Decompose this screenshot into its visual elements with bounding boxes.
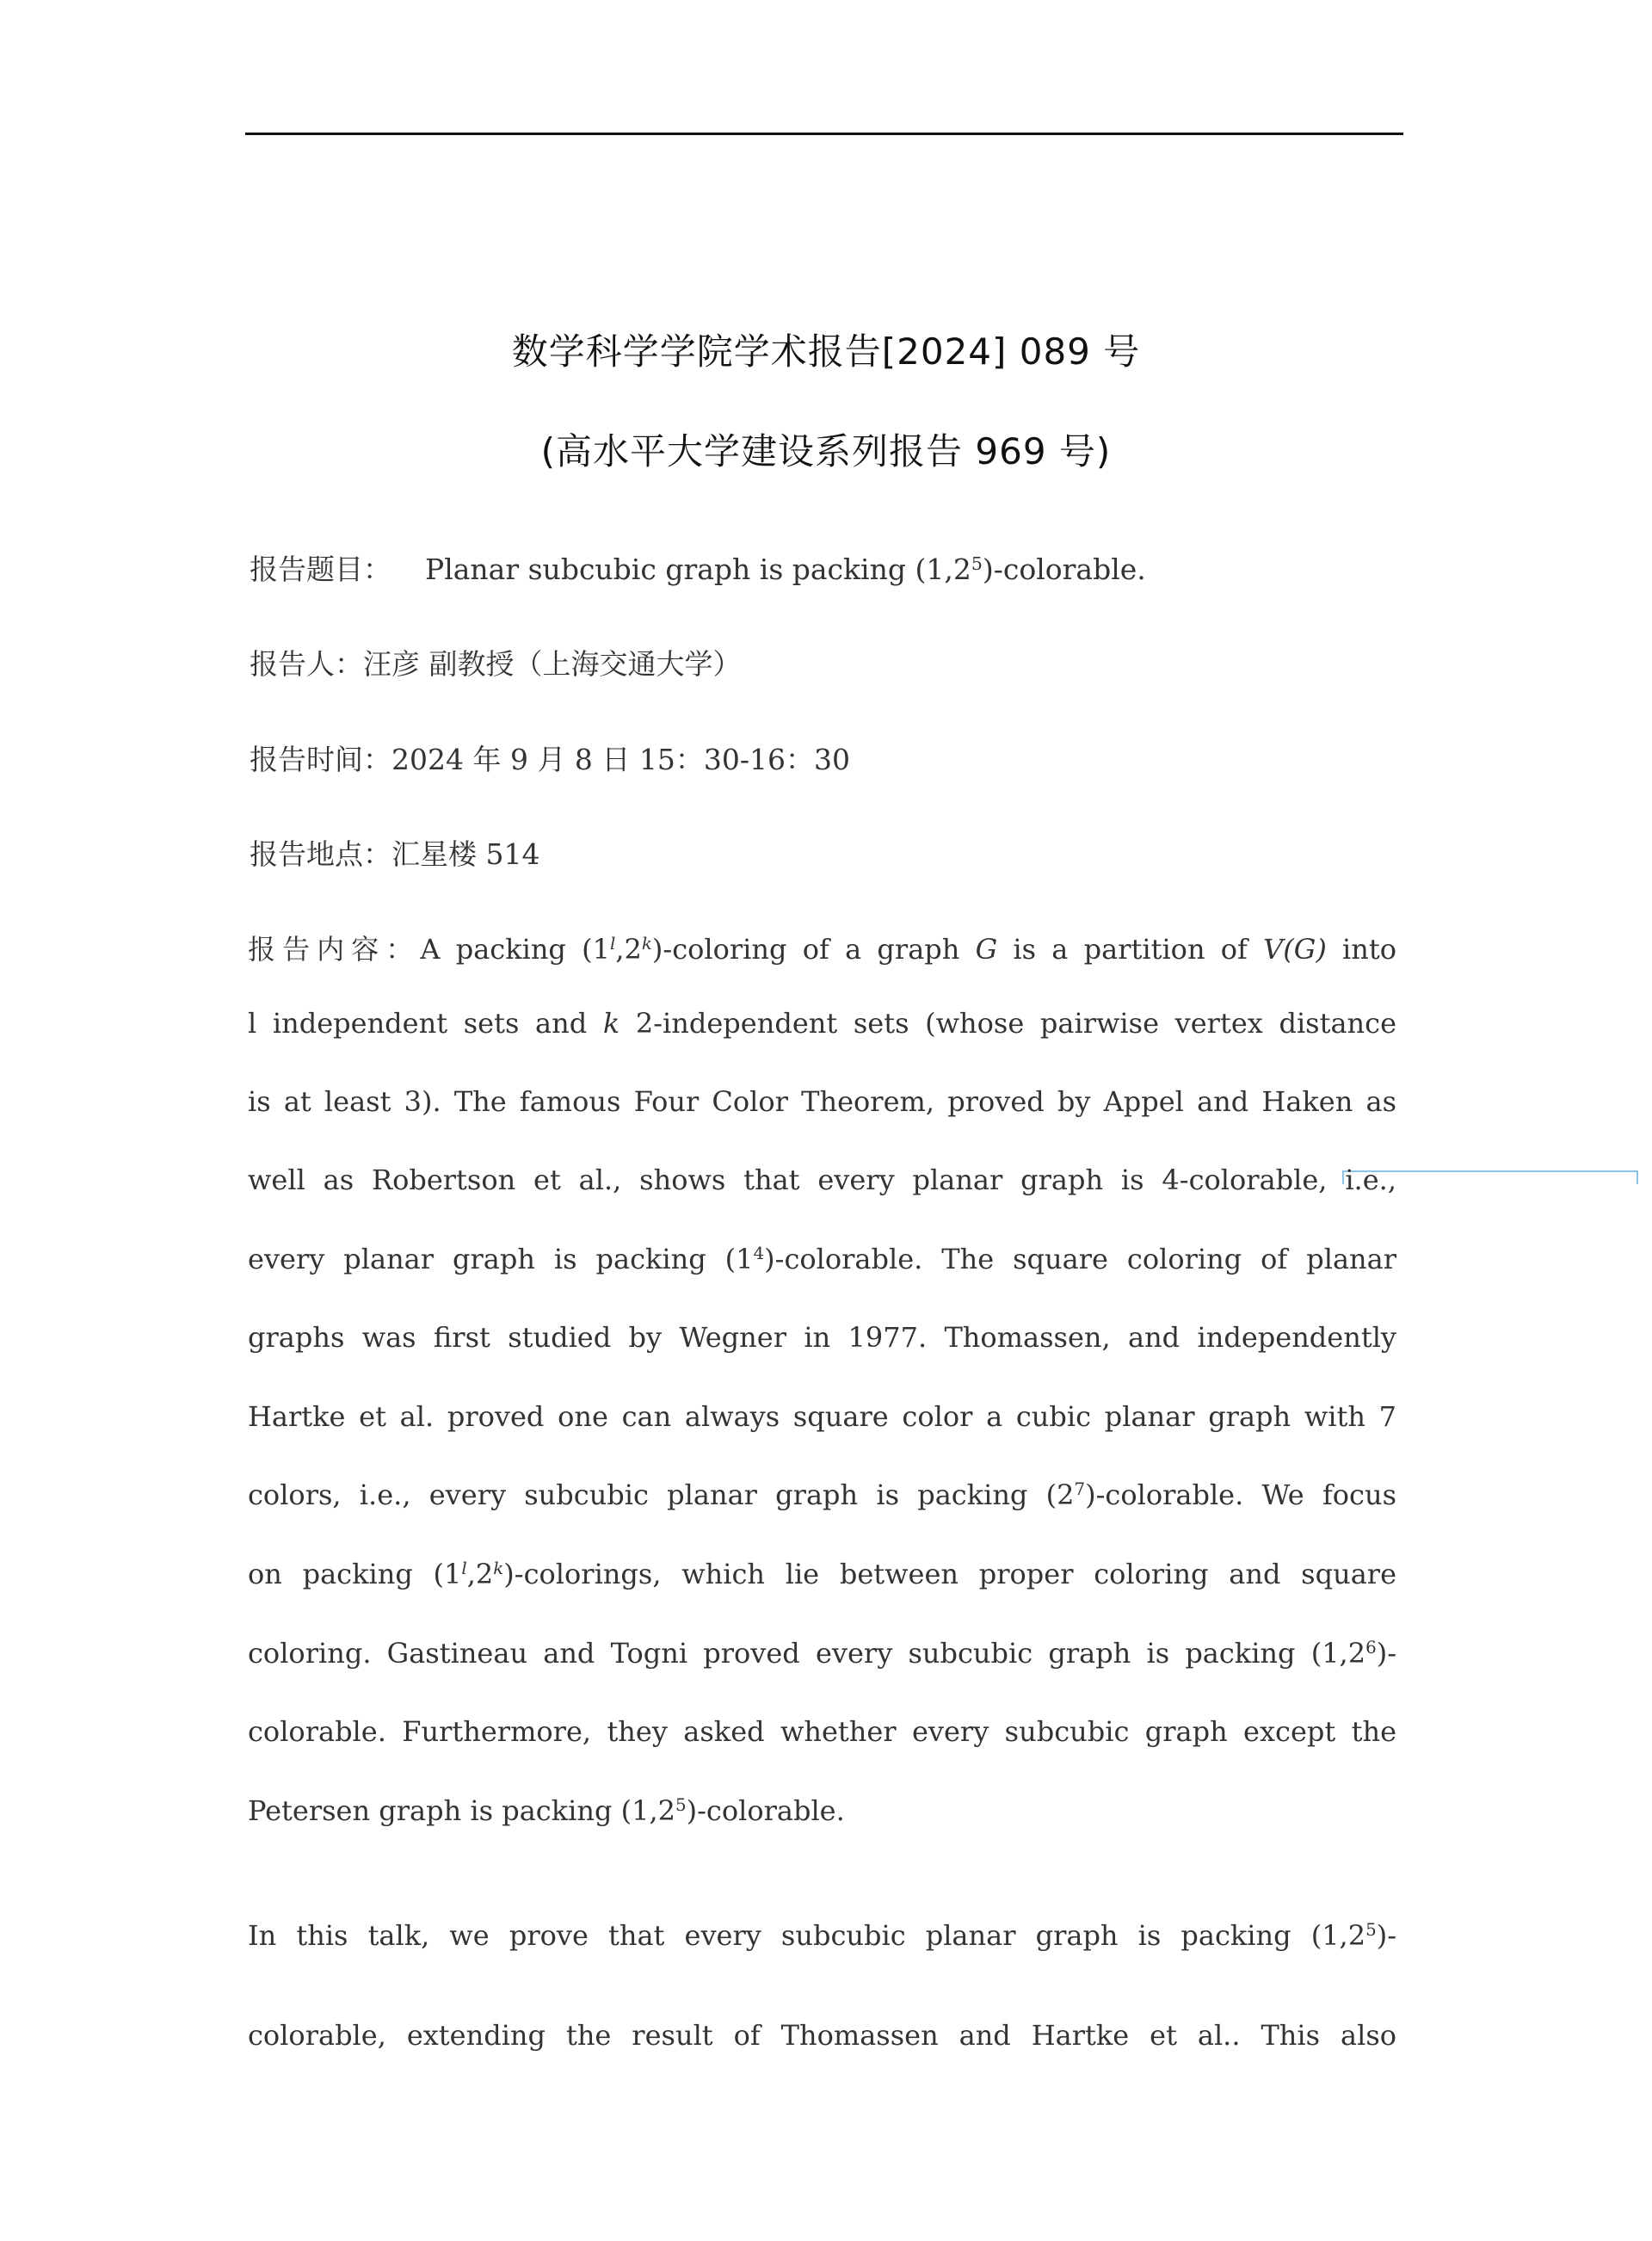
content-line-4: well as Robertson et al., shows that every planar graph is 4-colorable, i.e.,: [248, 1164, 1396, 1196]
report-time: 报告时间：2024 年 9 月 8 日 15：30-16：30: [250, 743, 851, 776]
content-line-12: Petersen graph is packing $(1,2^5)$-colorable.: [248, 1794, 845, 1827]
topic-math: (1,2: [915, 553, 971, 586]
topic-text: Planar subcubic graph is packing: [425, 553, 915, 586]
report-topic: [250, 547, 1146, 588]
content-line-10: coloring. Gastineau and Togni proved every subcubic graph is packing $(1,2^6)-$: [248, 1637, 1396, 1670]
page-title: 数学科学学院学术报告[2024] 089 号: [511, 330, 1141, 373]
topic-text-end: )-colorable.: [982, 553, 1146, 586]
content-label: 报告内容：: [248, 933, 421, 966]
content-line-3: is at least 3). The famous Four Color Theorem, proved by Appel and Haken as: [248, 1085, 1396, 1118]
topic-label: 报告题目：: [250, 553, 391, 586]
content-line-9: on packing (1$^l$,2$^k$)-colorings, which lie between proper coloring and square: [248, 1558, 1397, 1590]
header-rule: [245, 133, 1403, 135]
report-speaker: 报告人：汪彦 副教授（上海交通大学）: [250, 647, 742, 681]
page-subtitle: (高水平大学建设系列报告 969 号): [540, 430, 1112, 472]
report-location: 报告地点：汇星楼 514: [250, 837, 540, 871]
content-line-1: 报告内容：A packing (1$^l$,2$^k$)-coloring of a graph G is a partition of V(G) into: [248, 933, 1397, 966]
content-p2-line-1: In this talk, we prove that every subcubic planar graph is packing $(1,2^5)-$: [248, 1919, 1396, 1952]
content-line-2: l independent sets and k 2-independent sets (whose pairwise vertex distance: [248, 1007, 1396, 1040]
content-p2-line-2: colorable, extending the result of Thomassen and Hartke et al.. This also: [248, 2019, 1396, 2052]
topic-sup: 5: [971, 553, 983, 574]
content-line-7: Hartke et al. proved one can always square color a cubic planar graph with 7: [248, 1400, 1396, 1433]
content-line-5: every planar graph is packing $(1^4)$-colorable. The square coloring of planar: [248, 1243, 1396, 1275]
content-line-6: graphs was first studied by Wegner in 1977. Thomassen, and independently: [248, 1321, 1396, 1354]
content-line-8: colors, i.e., every subcubic planar graph is packing $(2^7)$-colorable. We focus: [248, 1479, 1396, 1511]
content-line-11: colorable. Furthermore, they asked whether every subcubic graph except the: [248, 1715, 1396, 1748]
